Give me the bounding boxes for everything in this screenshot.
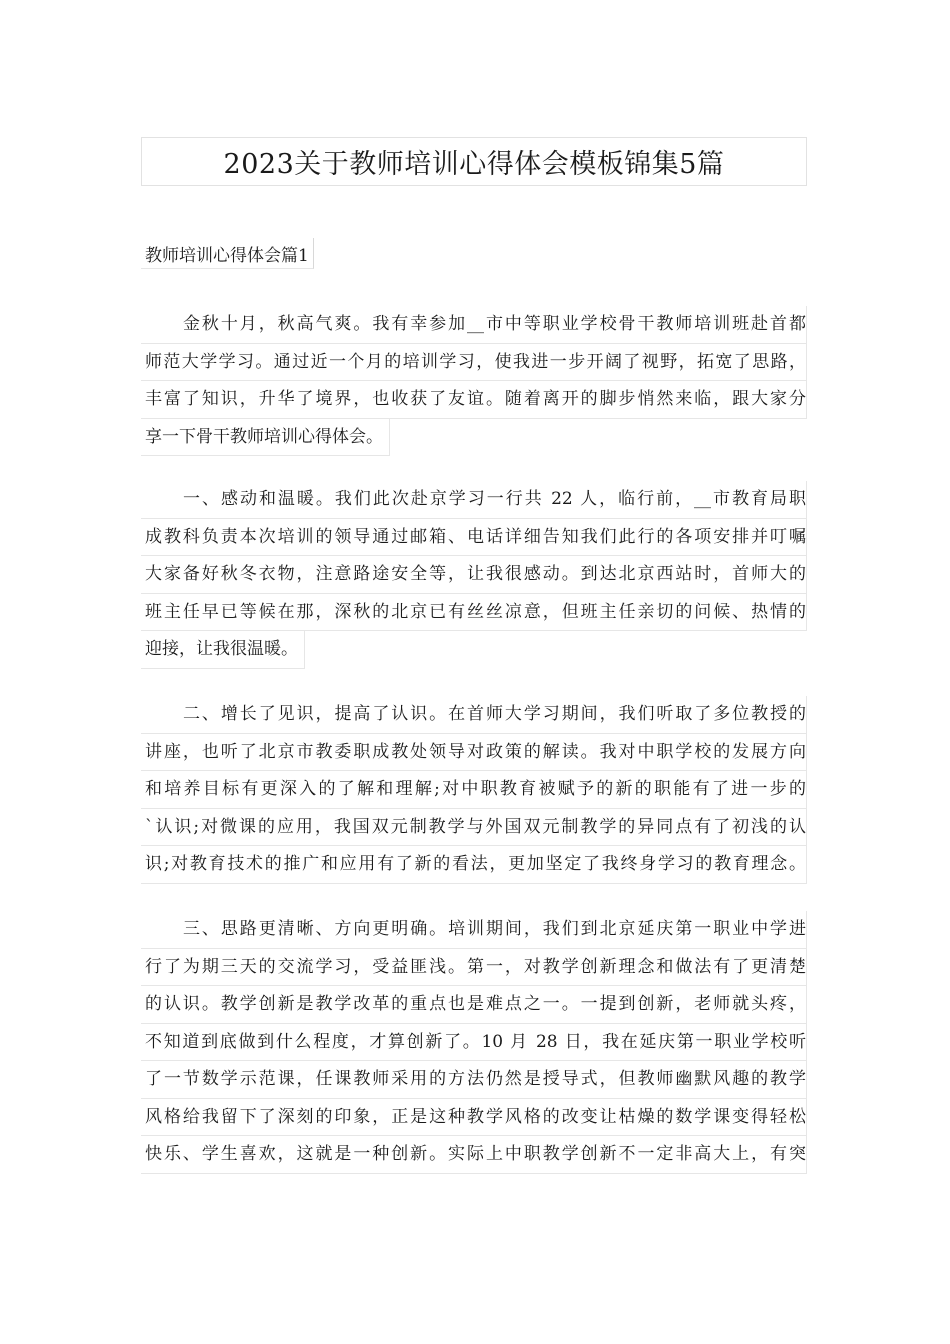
paragraph-line: 大家备好秋冬衣物，注意路途安全等，让我很感动。到达北京西站时，首师大的: [141, 556, 807, 594]
paragraph-line: 的认识。教学创新是教学改革的重点也是难点之一。一提到创新，老师就头疼，: [141, 986, 807, 1024]
paragraph-line: 了一节数学示范课，任课教师采用的方法仍然是授导式，但教师幽默风趣的教学: [141, 1061, 807, 1099]
paragraph-line: 风格给我留下了深刻的印象，正是这种教学风格的改变让枯燥的数学课变得轻松: [141, 1099, 807, 1137]
paragraph-line: 一、感动和温暖。我们此次赴京学习一行共 22 人，临行前，__市教育局职: [141, 481, 807, 519]
paragraph-line: 快乐、学生喜欢，这就是一种创新。实际上中职教学创新不一定非高大上，有突: [141, 1136, 807, 1174]
paragraph-line: 丰富了知识，升华了境界，也收获了友谊。随着离开的脚步悄然来临，跟大家分: [141, 381, 807, 419]
paragraph-line: 师范大学学习。通过近一个月的培训学习，使我进一步开阔了视野，拓宽了思路，: [141, 344, 807, 382]
paragraph-line: 三、思路更清晰、方向更明确。培训期间，我们到北京延庆第一职业中学进: [141, 911, 807, 949]
paragraph-1: [141, 306, 807, 460]
paragraph-line: 讲座，也听了北京市教委职成教处领导对政策的解读。我对中职学校的发展方向: [141, 734, 807, 772]
paragraph-line: 不知道到底做到什么程度，才算创新了。10 月 28 日，我在延庆第一职业学校听: [141, 1024, 807, 1062]
paragraph-line: 班主任早已等候在那，深秋的北京已有丝丝凉意，但班主任亲切的问候、热情的: [141, 594, 807, 632]
paragraph-line: `认识;对微课的应用，我国双元制教学与外国双元制教学的异同点有了初浅的认: [141, 809, 807, 847]
paragraph-line: 和培养目标有更深入的了解和理解;对中职教育被赋予的新的职能有了进一步的: [141, 771, 807, 809]
paragraph-line: 二、增长了见识，提高了认识。在首师大学习期间，我们听取了多位教授的: [141, 696, 807, 734]
paragraph-3: [141, 696, 807, 884]
paragraph-line: 成教科负责本次培训的领导通过邮箱、电话详细告知我们此行的各项安排并叮嘱: [141, 519, 807, 557]
paragraph-line: 行了为期三天的交流学习，受益匪浅。第一，对教学创新理念和做法有了更清楚: [141, 949, 807, 987]
paragraph-2: [141, 481, 807, 673]
paragraph-line: 迎接，让我很温暖。: [141, 631, 305, 669]
document-title: 2023关于教师培训心得体会模板锦集5篇: [141, 137, 807, 186]
paragraph-line: 享一下骨干教师培训心得体会。: [141, 419, 390, 457]
paragraph-line: 识;对教育技术的推广和应用有了新的看法，更加坚定了我终身学习的教育理念。: [141, 846, 807, 884]
section-heading: 教师培训心得体会篇1: [141, 238, 314, 269]
paragraph-4: [141, 911, 807, 1174]
paragraph-line: 金秋十月，秋高气爽。我有幸参加__市中等职业学校骨干教师培训班赴首都: [141, 306, 807, 344]
